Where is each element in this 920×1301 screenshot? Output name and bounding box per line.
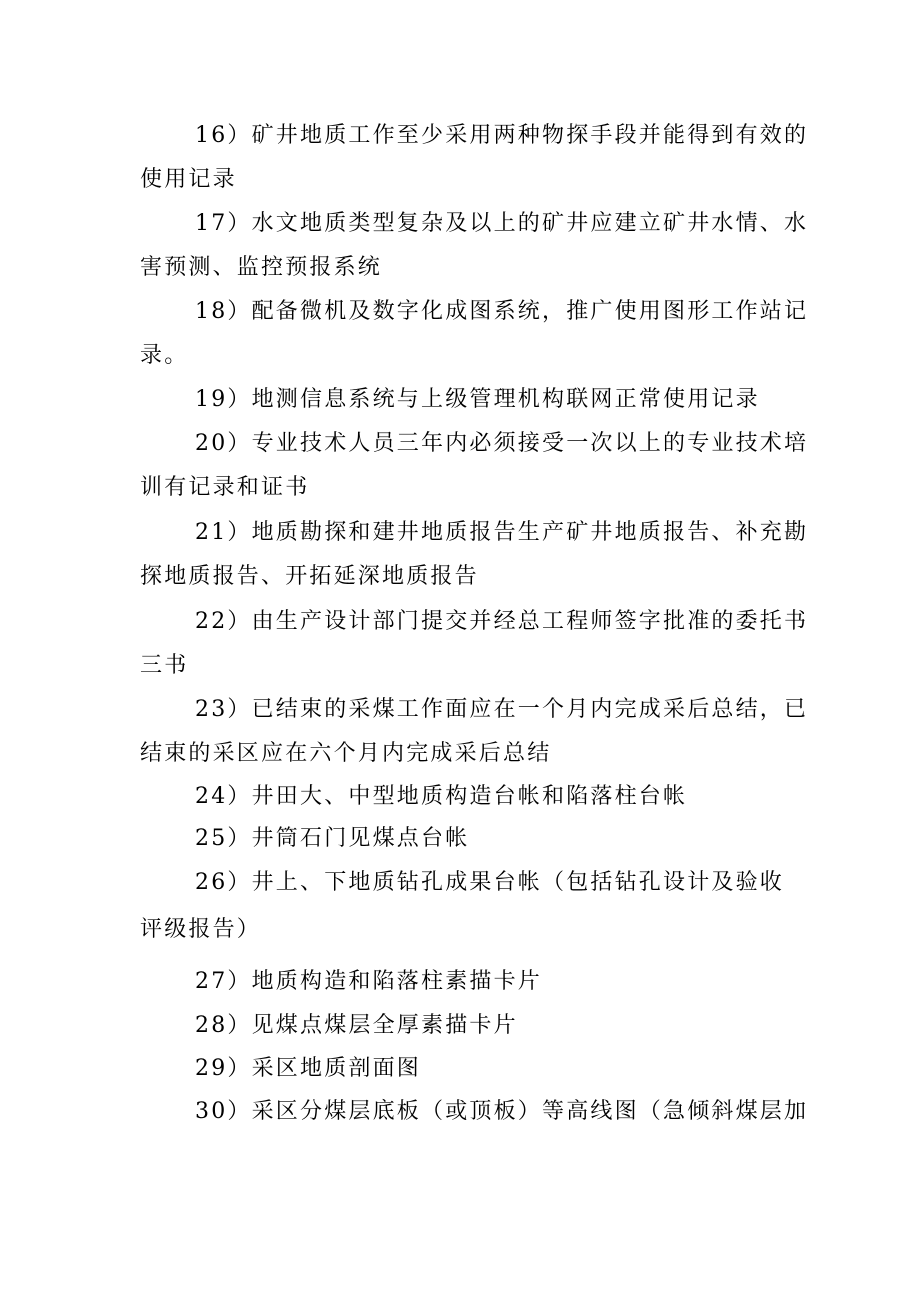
paragraph-16-line-2: 使用记录 bbox=[140, 167, 237, 192]
paragraph-19: 19）地测信息系统与上级管理机构联网正常使用记录 bbox=[195, 387, 760, 412]
paragraph-20-line-2: 训有记录和证书 bbox=[140, 475, 310, 500]
paragraph-21-line-1: 21）地质勘探和建井地质报告生产矿井地质报告、补充勘 bbox=[195, 520, 809, 545]
paragraph-21-line-2: 探地质报告、开拓延深地质报告 bbox=[140, 564, 479, 589]
paragraph-18-line-2: 录。 bbox=[140, 343, 189, 368]
paragraph-27: 27）地质构造和陷落柱素描卡片 bbox=[195, 969, 542, 994]
paragraph-25: 25）井筒石门见煤点台帐 bbox=[195, 826, 470, 851]
paragraph-24: 24）井田大、中型地质构造台帐和陷落柱台帐 bbox=[195, 784, 688, 809]
paragraph-26-line-2: 评级报告） bbox=[140, 917, 262, 942]
paragraph-22-line-1: 22）由生产设计部门提交并经总工程师签字批准的委托书 bbox=[195, 609, 809, 634]
paragraph-28: 28）见煤点煤层全厚素描卡片 bbox=[195, 1013, 518, 1038]
paragraph-17-line-2: 害预测、监控预报系统 bbox=[140, 255, 383, 280]
paragraph-23-line-1: 23）已结束的采煤工作面应在一个月内完成采后总结，已 bbox=[195, 697, 809, 722]
paragraph-23-line-2: 结束的采区应在六个月内完成采后总结 bbox=[140, 741, 552, 766]
paragraph-22-line-2: 三书 bbox=[140, 653, 189, 678]
paragraph-26-line-1: 26）井上、下地质钻孔成果台帐（包括钻孔设计及验收 bbox=[195, 870, 784, 895]
paragraph-18-line-1: 18）配备微机及数字化成图系统，推广使用图形工作站记 bbox=[195, 299, 809, 324]
paragraph-30-line-1: 30）采区分煤层底板（或顶板）等高线图（急倾斜煤层加 bbox=[195, 1099, 809, 1124]
paragraph-20-line-1: 20）专业技术人员三年内必须接受一次以上的专业技术培 bbox=[195, 431, 809, 456]
paragraph-29: 29）采区地质剖面图 bbox=[195, 1056, 421, 1081]
paragraph-17-line-1: 17）水文地质类型复杂及以上的矿井应建立矿井水情、水 bbox=[195, 211, 809, 236]
paragraph-16-line-1: 16）矿井地质工作至少采用两种物探手段并能得到有效的 bbox=[195, 123, 809, 148]
